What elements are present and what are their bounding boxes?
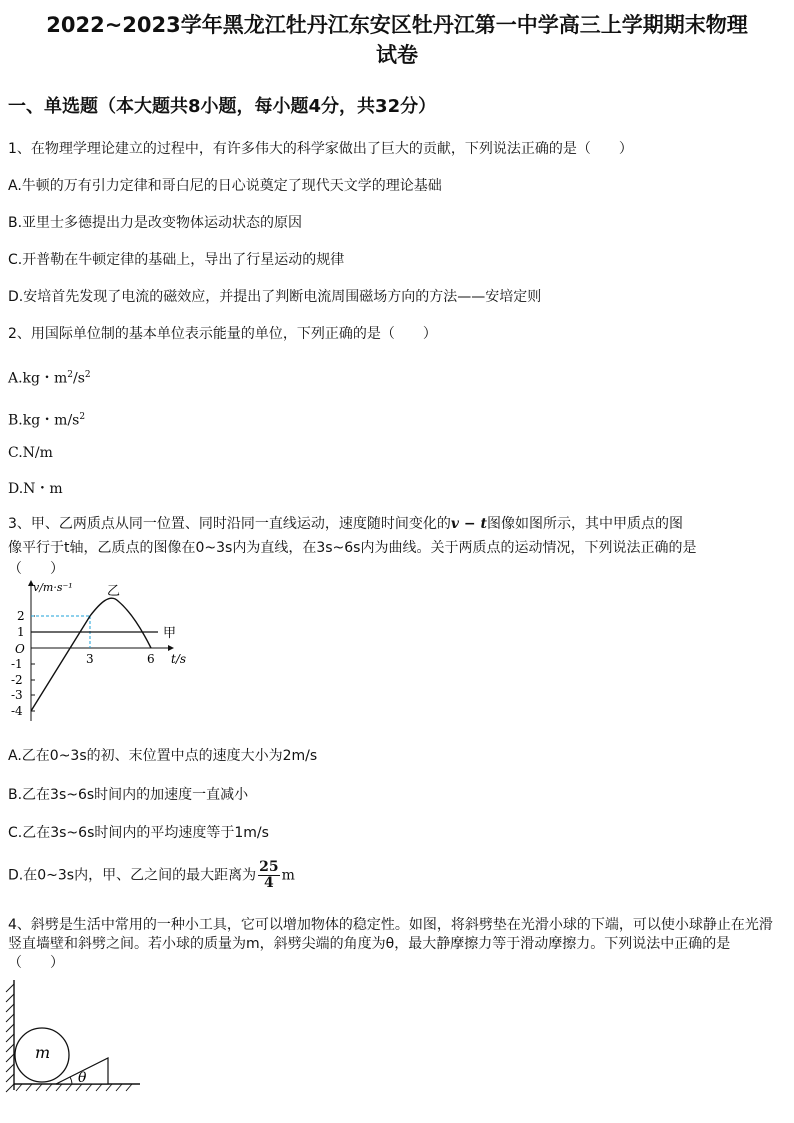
graph-ylabel: v/m·s⁻¹: [33, 581, 73, 594]
ball-mass-label: m: [35, 1043, 51, 1062]
page-title: [0, 10, 794, 70]
origin-label: O: [15, 642, 25, 656]
wedge-ball-diagram: [0, 978, 150, 1098]
vt-math: v − t: [450, 516, 487, 532]
q3-stem-line-1: 3、甲、乙两质点从同一位置、同时沿同一直线运动，速度随时间变化的v − t图像如图所示，其中甲质点的图: [8, 516, 683, 532]
label-yi: 乙: [107, 584, 121, 599]
q1-option-b: B.亚里士多德提出力是改变物体运动状态的原因: [8, 215, 303, 231]
y-tick-neg1: -1: [11, 657, 23, 671]
q1-option-c: C.开普勒在牛顿定律的基础上，导出了行星运动的规律: [8, 252, 345, 268]
q2-option-a: A.kg・$m^2/s^2$: [8, 370, 91, 387]
floor-hatching: [16, 1084, 132, 1091]
y-tick-1: 1: [17, 625, 25, 639]
y-tick-neg4: -4: [11, 704, 23, 718]
fraction-25-4: $\frac{25}{4}$: [259, 859, 279, 891]
q4-stem: 4、斜劈是生活中常用的一种小工具，它可以增加物体的稳定性。如图，将斜劈垫在光滑小球的下端，可以使小球静止在光滑竖直墙壁和斜劈之间。若小球的质量为m，斜劈尖端的角度为θ，最大静摩擦力等于滑动摩擦力。下列说法中正确的是（ ）: [8, 917, 773, 971]
theta-label: θ: [78, 1070, 87, 1086]
y-tick-neg2: -2: [11, 673, 23, 687]
q2-option-b: B.kg・$m/s^2$: [8, 412, 86, 429]
q2-option-c: C.N/m: [8, 445, 53, 461]
q3-option-d: D.在0~3s内，甲、乙之间的最大距离为 $\frac{25}{4}$ m: [8, 859, 295, 891]
y-tick-2: 2: [17, 609, 25, 623]
q3-option-b: B.乙在3s~6s时间内的加速度一直减小: [8, 787, 249, 803]
label-jia: 甲: [163, 626, 177, 641]
q3-stem-line-2: 像平行于t轴，乙质点的图像在0~3s内为直线，在3s~6s内为曲线。关于两质点的运动情况，下列说法正确的是: [8, 540, 697, 556]
vt-graph: [0, 575, 200, 727]
section-heading: 一、单选题（本大题共8小题，每小题4分，共32分）: [8, 96, 437, 117]
y-tick-neg3: -3: [11, 688, 23, 702]
q2-option-d: D.N・m: [8, 481, 63, 497]
title-line-2: 试卷: [376, 43, 418, 67]
q3-option-a: A.乙在0~3s的初、末位置中点的速度大小为2m/s: [8, 748, 318, 764]
q1-option-d: D.安培首先发现了电流的磁效应，并提出了判断电流周围磁场方向的方法——安培定则: [8, 289, 542, 305]
q3-stem-line-3: （ ）: [8, 561, 64, 577]
q2-stem: 2、用国际单位制的基本单位表示能量的单位，下列正确的是（ ）: [8, 326, 437, 342]
x-tick-6: 6: [147, 652, 155, 666]
title-line-1: 2022~2023学年黑龙江牡丹江东安区牡丹江第一中学高三上学期期末物理: [46, 13, 748, 37]
wall-hatching: [6, 984, 14, 1092]
x-axis-label: t/s: [171, 652, 187, 666]
x-tick-3: 3: [86, 652, 94, 666]
q1-option-a: A.牛顿的万有引力定律和哥白尼的日心说奠定了现代天文学的理论基础: [8, 178, 442, 194]
q1-stem: 1、在物理学理论建立的过程中，有许多伟大的科学家做出了巨大的贡献，下列说法正确的是（ ）: [8, 141, 633, 157]
q3-option-c: C.乙在3s~6s时间内的平均速度等于1m/s: [8, 825, 269, 841]
